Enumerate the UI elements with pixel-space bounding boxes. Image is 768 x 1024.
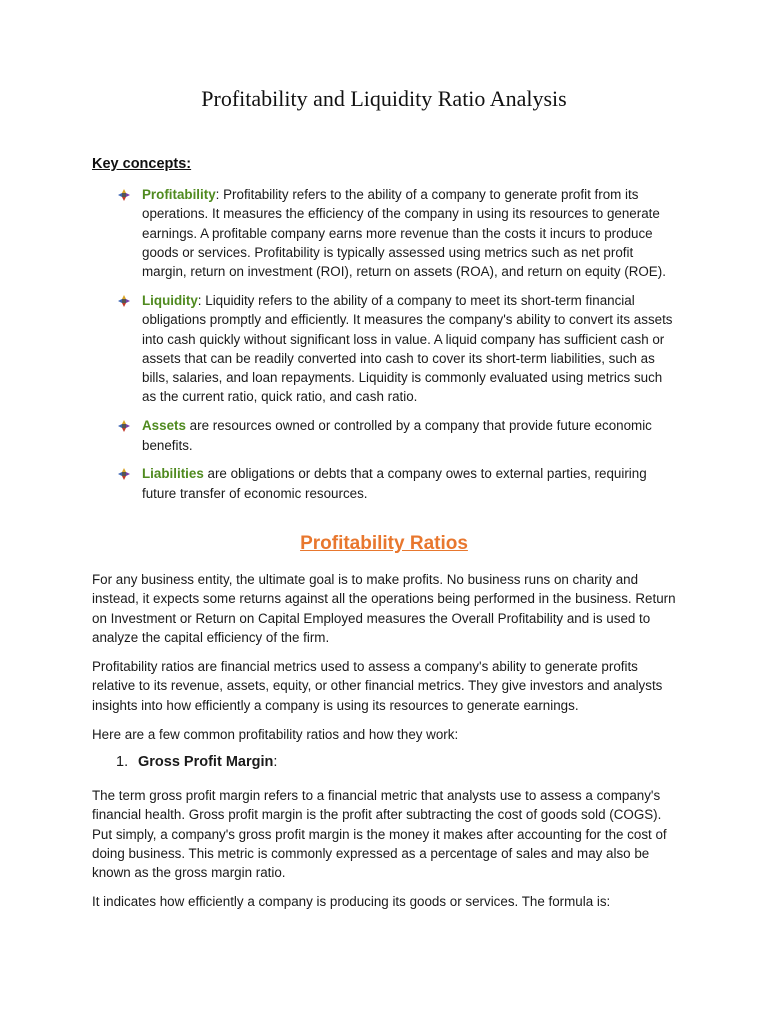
paragraph: Here are a few common profitability ratios and how they work: bbox=[92, 727, 459, 742]
concepts-list bbox=[118, 185, 678, 512]
arrow-bullet-icon bbox=[118, 420, 130, 432]
paragraph: Profitability ratios are financial metrics used to assess a company's ability to generate profits relative to its revenue, assets, equity, or other financial metrics. They give investors and analysts insights into how efficiently a company is using its resources to generate earnings. bbox=[92, 659, 663, 713]
paragraph: For any business entity, the ultimate goal is to make profits. No business runs on charity and instead, it expects some returns against all the operations being performed in the business. Return on Investment or Return on Capital Employed measures the Overall Profitability and is used to analyze the capital efficiency of the firm. bbox=[92, 572, 676, 645]
concept-term: Profitability bbox=[142, 187, 216, 202]
list-item bbox=[118, 291, 678, 407]
list-item bbox=[118, 464, 678, 503]
paragraph: It indicates how efficiently a company is producing its goods or services. The formula is: bbox=[92, 894, 611, 909]
page-title: Profitability and Liquidity Ratio Analysis bbox=[201, 86, 567, 111]
list-item bbox=[118, 185, 678, 281]
concept-term: Liquidity bbox=[142, 292, 198, 308]
concept-term: Liabilities bbox=[142, 466, 204, 482]
arrow-bullet-icon bbox=[118, 189, 130, 201]
arrow-bullet-icon bbox=[118, 468, 130, 480]
arrow-bullet-icon bbox=[118, 295, 130, 307]
item-label: Gross Profit Margin bbox=[138, 754, 274, 770]
concept-text: are obligations or debts that a company owes to external parties, requiring future transfer of economic resources. bbox=[142, 466, 647, 501]
item-suffix: : bbox=[273, 754, 278, 770]
concept-term: Assets bbox=[142, 418, 186, 434]
concept-text: Profitability refers to the ability of a company to generate profit from its operations. It measures the efficiency of the company in using its resources to generate earnings. A profitable company earns more revenue than the costs it incurs to produce goods or services. Profitability is typically assessed using metrics such as net profit margin, return on investment (ROI), return on assets (ROA), and return on equity (ROE). bbox=[142, 187, 666, 280]
concept-separator: : bbox=[197, 292, 206, 308]
concept-text: Liquidity refers to the ability of a company to meet its short-term financial obligations promptly and efficiently. It measures the company's ability to convert its assets into cash quickly without significant loss in value. A liquid company has sufficient cash or assets that can be readily converted into cash to cover its short-term liabilities, such as bills, salaries, and loan repayments. Liquidity is commonly evaluated using metrics such as the current ratio, quick ratio, and cash ratio. bbox=[142, 292, 673, 405]
key-concepts-heading: Key concepts: bbox=[92, 156, 192, 172]
numbered-item bbox=[116, 754, 277, 770]
item-number: 1. bbox=[116, 754, 129, 770]
paragraph: The term gross profit margin refers to a financial metric that analysts use to assess a company's financial health. Gross profit margin is the profit after subtracting the cost of goods sold (COGS). Put simply, a company's gross profit margin is the money it makes after accounting for the cost of doing business. This metric is commonly expressed as a percentage of sales and may also be known as the gross margin ratio. bbox=[92, 788, 667, 881]
concept-separator: : bbox=[215, 187, 224, 202]
section-heading: Profitability Ratios bbox=[300, 533, 468, 554]
concept-text: are resources owned or controlled by a company that provide future economic benefits. bbox=[142, 418, 652, 453]
list-item bbox=[118, 416, 678, 455]
